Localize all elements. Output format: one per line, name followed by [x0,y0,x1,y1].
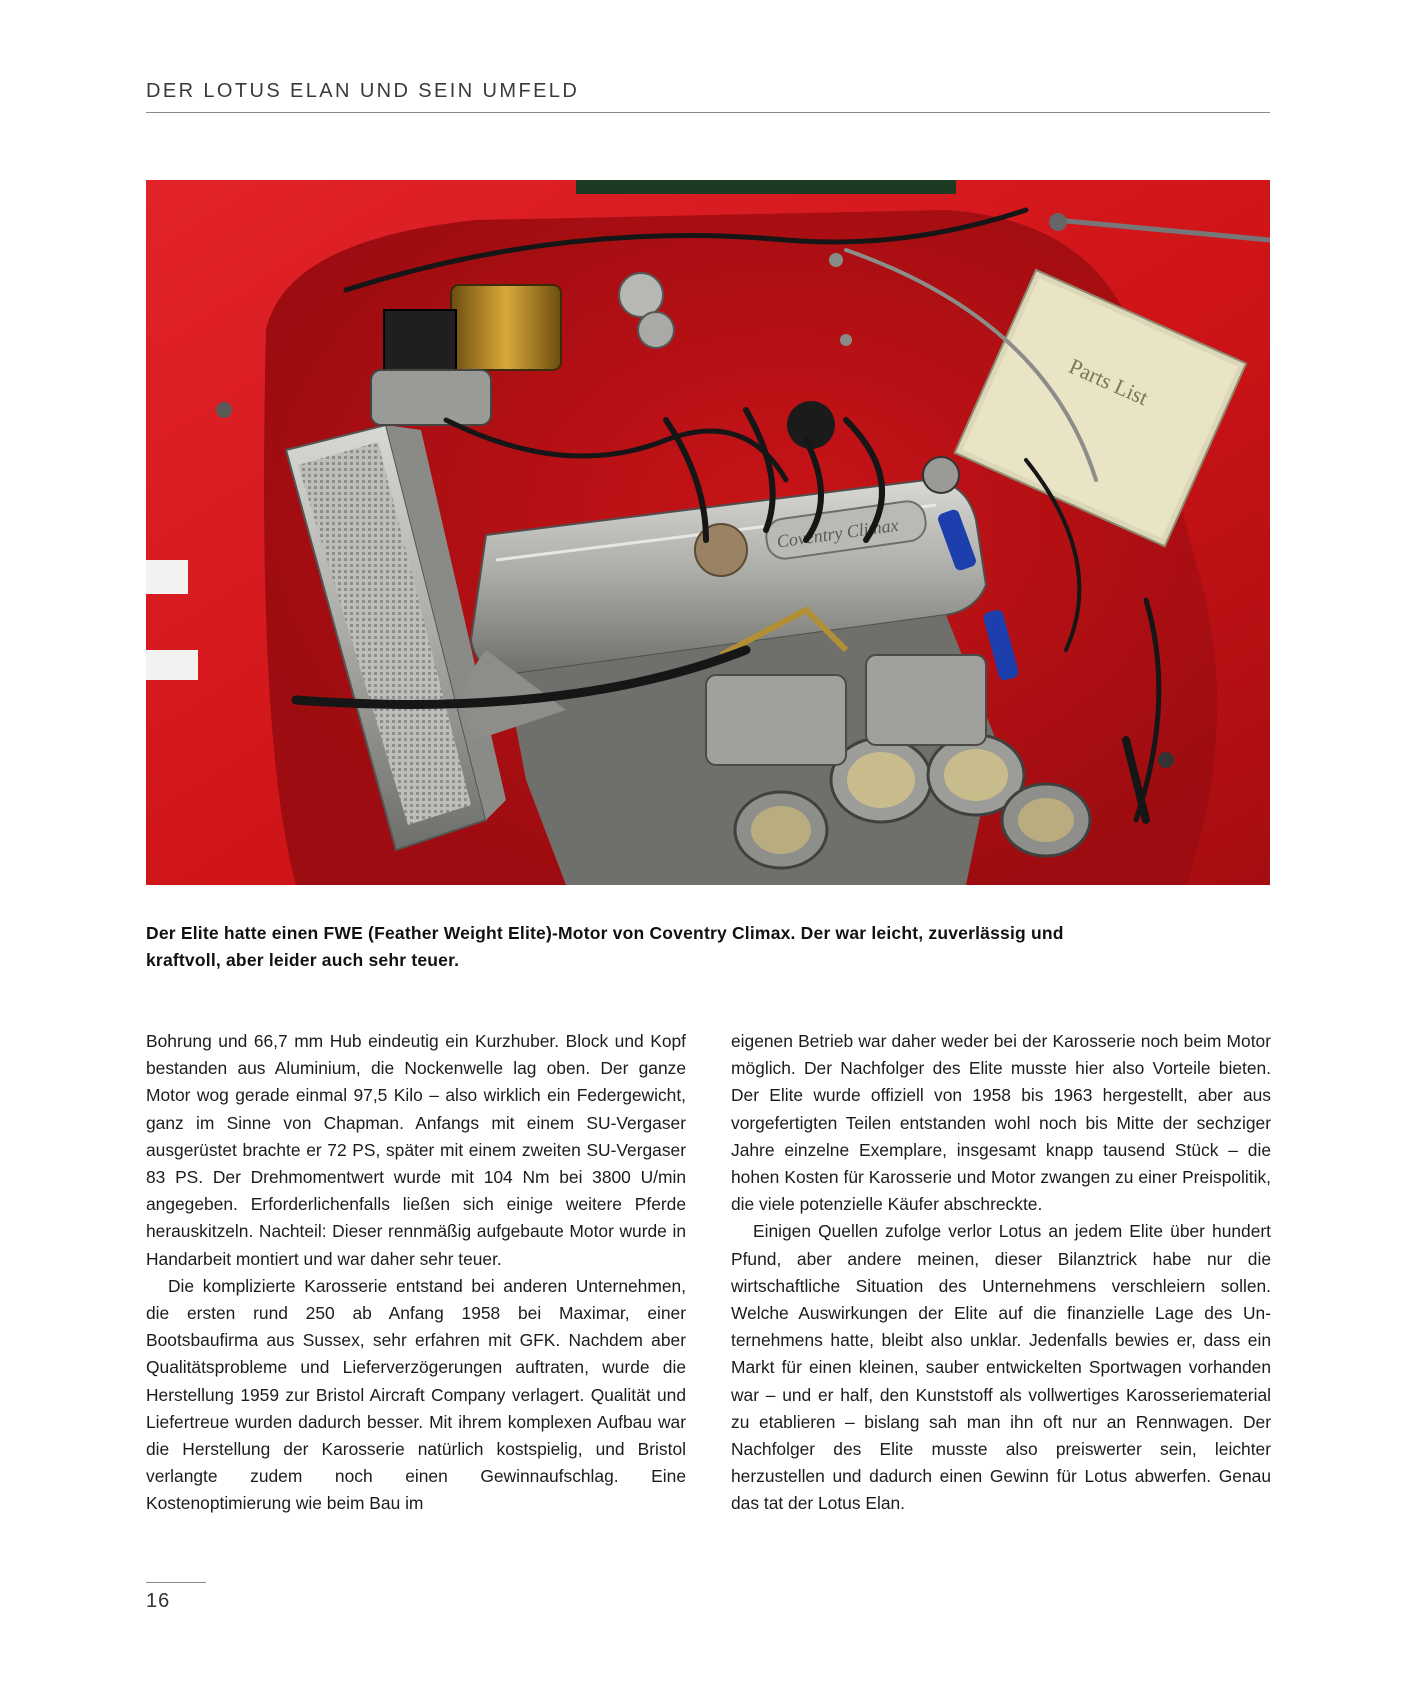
manual-cover-text: Parts List [1065,353,1153,411]
footer-rule [146,1582,206,1583]
engine-bay-illustration [146,180,1270,885]
header-rule [146,112,1270,113]
page-number: 16 [146,1590,171,1612]
climax-emblem [695,524,747,576]
running-header-title: DER LOTUS ELAN UND SEIN UMFELD [146,80,580,102]
body-column-right [731,1028,1271,1518]
body-paragraph: Die komplizierte Karosserie entstand bei anderen Unternehmen, die ersten rund 250 ab Anfang 1958 bei Maximar, einer Bootsbaufirma aus Sussex, sehr erfahren mit GFK. Nachdem aber Qualitätsprobleme und Lieferverzögerungen auftraten, wurde die Herstellung 1959 zur Bristol Aircraft Company verlagert. Qualität und Liefertreue wurden dadurch besser. Mit ihrem komplexen Aufbau war die Herstellung der Karosserie natürlich kostspielig, und Bristol verlangte zudem noch einen Gewinnaufschlag. Eine Kostenoptimierung wie beim Bau im [146,1275,686,1514]
body-column-left [146,1028,686,1518]
engine-badge-text: Coventry Climax [775,514,900,552]
figure-caption [146,920,1276,974]
caption-line: Der Elite hatte einen FWE (Feather Weight Elite)-Motor von Coventry Climax. Der war leicht, zuverlässig und [146,923,1064,943]
ignition-coil [451,285,561,370]
body-paragraph: eigenen Betrieb war daher weder bei der Karosserie noch beim Motor möglich. Der Nachfolger des Elite musste hier also Vorteile bieten. Der Elite wurde offiziell von 1958 bis 1963 hergestellt, aber aus vorgefertigten Teilen entstanden wohl noch bis Mitte der sechziger Jahre einzelne Exemplare, insgesamt knapp tausend Stück – die hohen Kosten für Karosserie und Motor zwangen zu einer Preispolitik, die viele potenzielle Käufer abschreckte. [731,1031,1271,1215]
engine-bay-photo [146,180,1270,885]
caption-line: kraftvoll, aber leider auch sehr teuer. [146,950,460,970]
body-paragraph: Bohrung und 66,7 mm Hub eindeutig ein Kurzhuber. Block und Kopf bestanden aus Aluminium, die Nockenwelle lag oben. Der ganze Motor wog gerade einmal 97,5 Kilo – also wirklich ein Federgewicht, ganz im Sinne von Chapman. Anfangs mit einem SU-Vergaser ausgerüstet brachte er 72 PS, später mit einem zweiten SU-Vergaser 83 PS. Der Drehmomentwert wurde mit 104 Nm bei 3800 U/min angegeben. Erforderlichenfalls ließen sich einige weitere Pferde herauskitzeln. Nachteil: Dieser rennmäßig aufgebaute Motor wurde in Handarbeit montiert und war daher sehr teuer. [146,1031,686,1269]
body-paragraph: Einigen Quellen zufolge verlor Lotus an jedem Elite über hundert Pfund, aber andere meinen, dieser Bilanztrick habe nur die wirtschaftliche Situation des Unternehmens verschleiern sollen. Welche Auswirkungen der Elite auf die finanzielle Lage des Unternehmens hatte, bleibt also unklar. Jedenfalls bewies er, dass ein Markt für einen kleinen, sauber entwickelten Sportwagen vorhanden war – und er half, den Kunststoff als vollwertiges Karosseriematerial zu etablieren – bislang sah man ihn oft nur an Rennwagen. Der Nachfolger des Elite musste also preiswerter sein, leichter herzustellen und dadurch einen Gewinn für Lotus abwerfen. Genau das tat der Lotus Elan. [731,1221,1271,1514]
